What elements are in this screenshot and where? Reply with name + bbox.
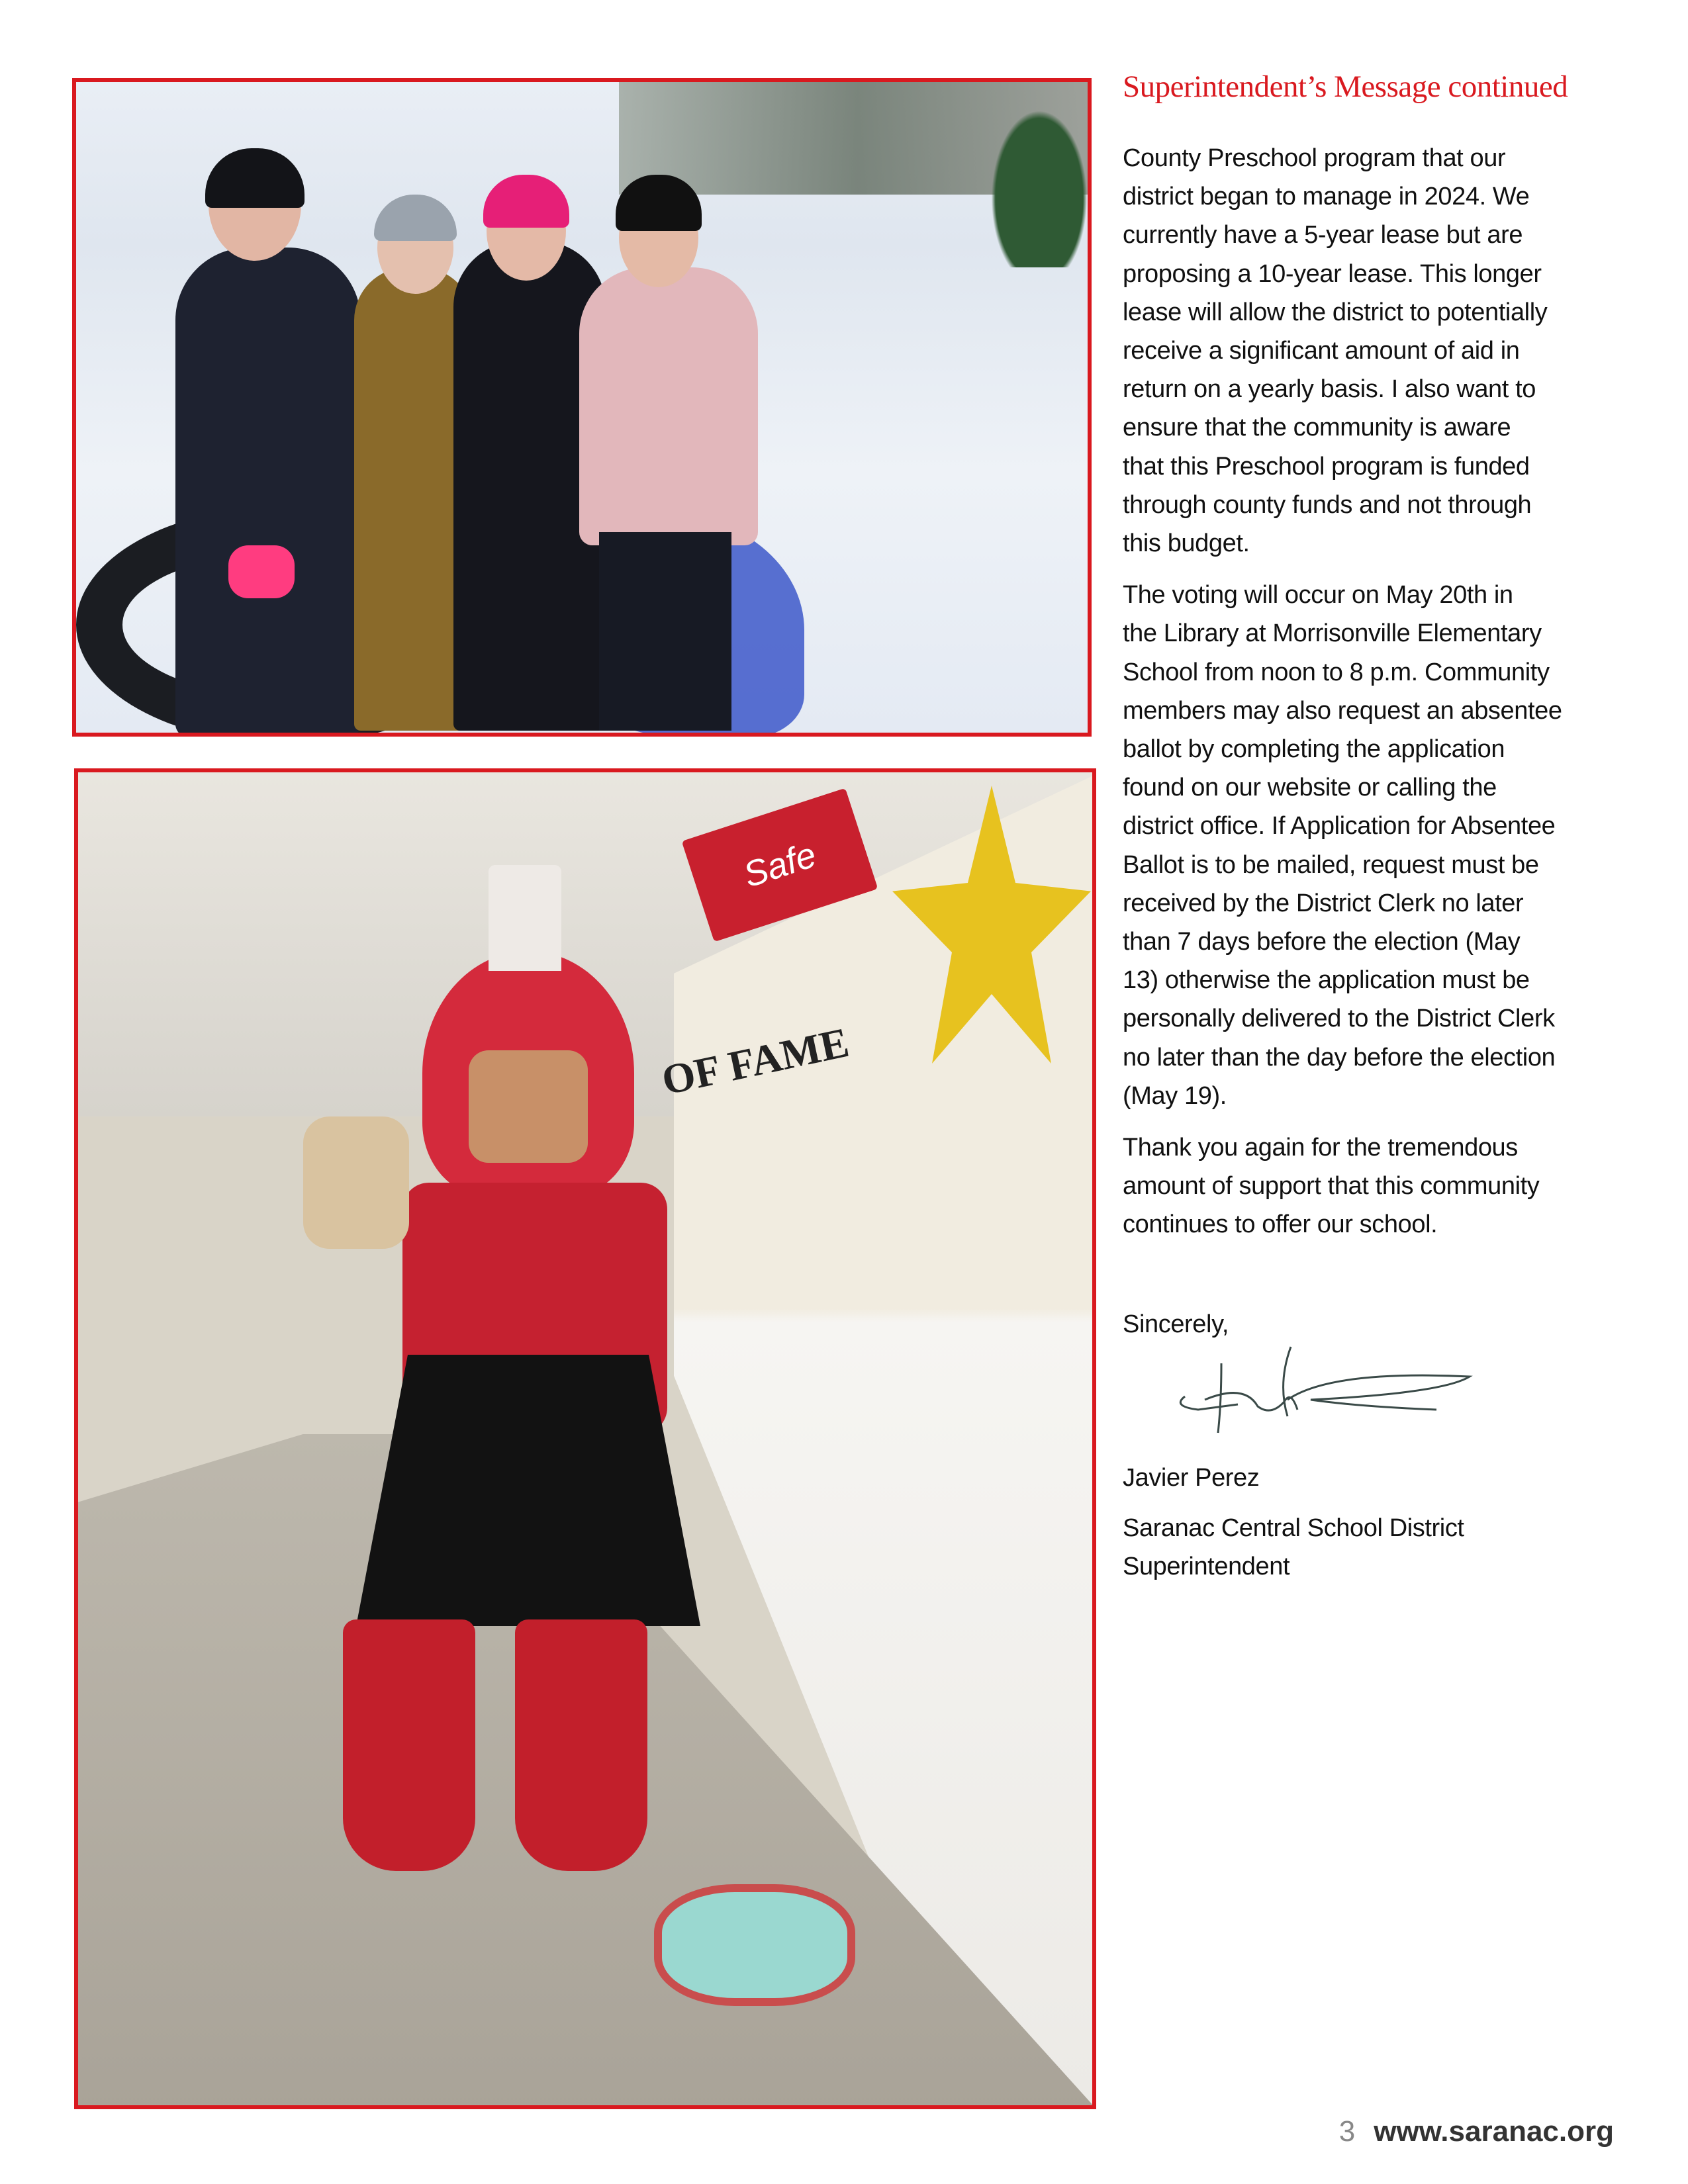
text-line: proposing a 10-year lease. This longer	[1123, 259, 1542, 288]
text-line: district began to manage in 2024. We	[1123, 183, 1530, 211]
text-line: members may also request an absentee	[1123, 696, 1562, 725]
safe-sign: Safe	[682, 788, 878, 942]
signer-title: Superintendent	[1123, 1553, 1290, 1580]
text-line: (May 19).	[1123, 1081, 1227, 1110]
text-line: School from noon to 8 p.m. Community	[1123, 658, 1550, 686]
paragraph	[1123, 139, 1626, 563]
text-line: lease will allow the district to potentially	[1123, 298, 1548, 326]
signature	[1158, 1343, 1476, 1449]
closing: Sincerely,	[1123, 1310, 1229, 1338]
text-line: County Preschool program that our	[1123, 144, 1506, 172]
signer-org: Saranac Central School District	[1123, 1514, 1464, 1542]
section-heading: Superintendent’s Message continued	[1123, 69, 1568, 104]
paragraph	[1123, 1128, 1626, 1244]
text-line: receive a significant amount of aid in	[1123, 337, 1520, 365]
photo-students-sledding	[72, 78, 1092, 737]
text-line: this budget.	[1123, 529, 1250, 558]
text-line: The voting will occur on May 20th in	[1123, 581, 1513, 610]
text-line: through county funds and not through	[1123, 490, 1532, 519]
signer-name: Javier Perez	[1123, 1464, 1260, 1492]
text-line: amount of support that this community	[1123, 1172, 1540, 1201]
text-line: ensure that the community is aware	[1123, 414, 1511, 442]
text-line: the Library at Morrisonville Elementary	[1123, 619, 1542, 648]
photo-mascot-hallway	[74, 768, 1096, 2109]
text-line: currently have a 5-year lease but are	[1123, 221, 1523, 250]
text-line: ballot by completing the application	[1123, 735, 1505, 764]
message-body	[1123, 139, 1626, 1257]
text-line: return on a yearly basis. I also want to	[1123, 375, 1536, 404]
text-line: Ballot is to be mailed, request must be	[1123, 850, 1539, 879]
text-line: personally delivered to the District Clerk	[1123, 1005, 1555, 1033]
text-line: continues to offer our school.	[1123, 1210, 1438, 1239]
text-line: Thank you again for the tremendous	[1123, 1134, 1518, 1162]
page-footer	[1339, 2115, 1614, 2148]
hall-of-fame-sign: OF FAME	[657, 1019, 853, 1104]
page-number: 3	[1338, 2115, 1356, 2148]
text-line: district office. If Application for Absentee	[1123, 812, 1556, 841]
text-line: found on our website or calling the	[1123, 774, 1497, 802]
text-line: that this Preschool program is funded	[1123, 452, 1530, 480]
text-line: 13) otherwise the application must be	[1123, 966, 1530, 995]
paragraph	[1123, 576, 1626, 1115]
website-url[interactable]: www.saranac.org	[1374, 2115, 1614, 2148]
text-line: than 7 days before the election (May	[1123, 928, 1521, 956]
text-line: received by the District Clerk no later	[1123, 889, 1524, 917]
text-line: no later than the day before the election	[1123, 1043, 1556, 1071]
